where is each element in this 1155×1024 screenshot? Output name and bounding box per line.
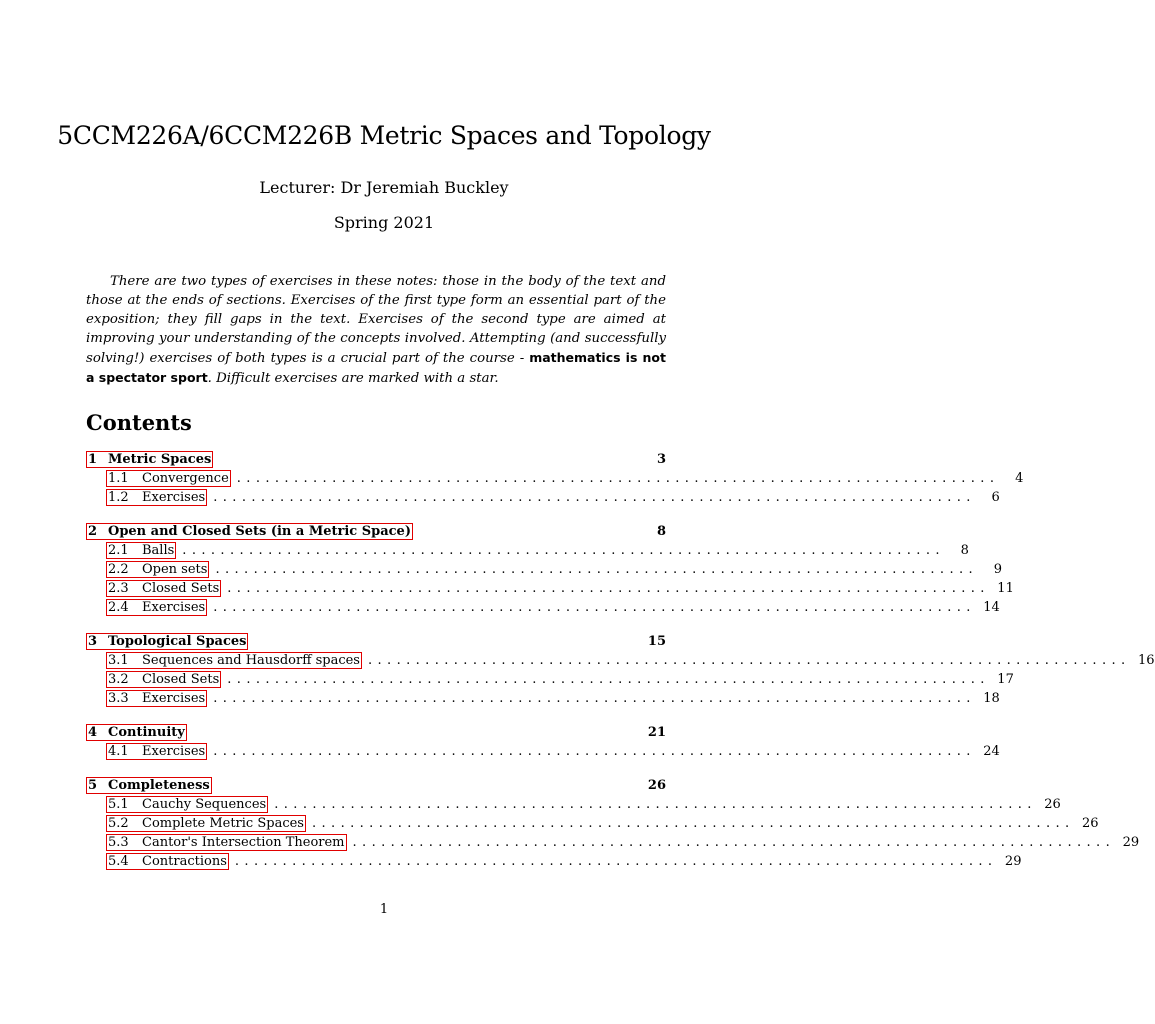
toc-subsection-title: Closed Sets — [142, 581, 220, 596]
toc-link-section-4[interactable] — [86, 724, 187, 741]
toc-subsection-number: 3.1 — [108, 653, 129, 668]
toc-link-5-3[interactable] — [106, 834, 347, 851]
toc-subsection-title: Exercises — [142, 744, 206, 759]
toc-subsection-title: Complete Metric Spaces — [142, 816, 304, 831]
toc-page-number: 18 — [983, 691, 1000, 706]
toc-link-section-1[interactable] — [86, 451, 213, 468]
toc-subsection-row — [86, 814, 1099, 833]
toc-subsection-title: Exercises — [142, 490, 206, 505]
toc-subsection-title: Contractions — [142, 854, 227, 869]
toc-subsection-title: Closed Sets — [142, 672, 220, 687]
toc-leader-dots: ................................................................................ — [213, 600, 976, 615]
toc-subsection-number: 5.1 — [108, 797, 129, 812]
toc-link-2-2[interactable] — [106, 561, 209, 578]
toc-section-row — [86, 522, 666, 541]
toc-subsection-number: 1.2 — [108, 490, 129, 505]
toc-link-2-3[interactable] — [106, 580, 221, 597]
toc-link-3-3[interactable] — [106, 690, 207, 707]
toc-subsection-row — [86, 689, 1000, 708]
toc-leader-dots: ................................................................................ — [227, 672, 990, 687]
toc-page-number: 26 — [1082, 816, 1099, 831]
toc-leader-dots: ................................................................................ — [182, 543, 945, 558]
toc-subsection-row — [86, 670, 1014, 689]
toc-subsection-row — [86, 469, 1024, 488]
toc-page-number: 29 — [1122, 835, 1140, 850]
toc-section-2 — [86, 522, 1014, 617]
toc-leader-dots: ................................................................................ — [213, 691, 976, 706]
toc-subsection-number: 3.2 — [108, 672, 129, 687]
toc-page-number: 21 — [647, 725, 666, 740]
lecturer-line: Lecturer: Dr Jeremiah Buckley — [259, 178, 509, 197]
toc-subsection-row — [86, 795, 1061, 814]
footer-page-number: 1 — [379, 902, 389, 917]
toc-section-title: Completeness — [108, 778, 210, 793]
toc-page-number: 15 — [647, 634, 666, 649]
toc-page-number: 26 — [647, 778, 666, 793]
toc-leader-dots: ................................................................................ — [213, 744, 976, 759]
document-title: 5CCM226A/6CCM226B Metric Spaces and Topology — [57, 121, 711, 150]
toc-section-number: 5 — [88, 778, 98, 793]
toc-leader-dots: ................................................................................ — [215, 562, 979, 577]
toc-link-section-2[interactable] — [86, 523, 413, 540]
toc-subsection-title: Cantor's Intersection Theorem — [142, 835, 345, 850]
toc-leader-dots: ................................................................................ — [227, 581, 990, 596]
toc-subsection-row — [86, 560, 1003, 579]
toc-section-number: 4 — [88, 725, 98, 740]
abstract-paragraph — [86, 272, 666, 388]
toc-subsection-title: Convergence — [142, 471, 229, 486]
toc-section-number: 3 — [88, 634, 98, 649]
toc-leader-dots: ................................................................................ — [311, 816, 1075, 831]
toc-link-5-1[interactable] — [106, 796, 268, 813]
toc-subsection-number: 5.2 — [108, 816, 129, 831]
toc-section-title: Metric Spaces — [108, 452, 212, 467]
toc-subsection-row — [86, 488, 1000, 507]
toc-subsection-row — [86, 852, 1022, 871]
toc-page-number: 16 — [1138, 653, 1155, 668]
toc-link-1-2[interactable] — [106, 489, 207, 506]
toc-link-5-4[interactable] — [106, 853, 229, 870]
toc-section-number: 2 — [88, 524, 98, 539]
toc-subsection-title: Exercises — [142, 691, 206, 706]
toc-section-number: 1 — [88, 452, 98, 467]
toc-subsection-row — [86, 651, 1155, 670]
toc-page-number: 9 — [993, 562, 1003, 577]
toc-subsection-row — [86, 579, 1014, 598]
toc-page-number: 26 — [1044, 797, 1061, 812]
abstract-text-1: There are two types of exercises in these notes: those in the body of the text and those at the ends of sections. Exercises of the first type form an essential part of the exposition; they fill gaps in the text. Exercises of the second type are aimed at improving your understanding of the concepts involved. Attempting (and successfully solving!) exercises of both types is a crucial part of the course - — [86, 274, 666, 366]
toc-link-3-2[interactable] — [106, 671, 221, 688]
toc-page-number: 8 — [656, 524, 666, 539]
toc-link-section-5[interactable] — [86, 777, 212, 794]
toc-link-section-3[interactable] — [86, 633, 248, 650]
toc-subsection-number: 4.1 — [108, 744, 129, 759]
toc-subsection-number: 5.3 — [108, 835, 129, 850]
toc-page-number: 3 — [656, 452, 666, 467]
toc-page-number: 29 — [1004, 854, 1022, 869]
abstract-text-2: . Difficult exercises are marked with a star. — [207, 371, 499, 386]
toc-subsection-number: 2.1 — [108, 543, 129, 558]
toc-leader-dots: ................................................................................ — [274, 797, 1037, 812]
toc-leader-dots: ................................................................................ — [213, 490, 976, 505]
toc-leader-dots: ................................................................................ — [234, 854, 998, 869]
toc-link-1-1[interactable] — [106, 470, 231, 487]
toc-link-3-1[interactable] — [106, 652, 362, 669]
toc-subsection-row — [86, 541, 969, 560]
toc-section-title: Continuity — [108, 725, 185, 740]
toc-leader-dots: ................................................................................ — [352, 835, 1116, 850]
toc-link-2-1[interactable] — [106, 542, 176, 559]
toc-subsection-title: Balls — [142, 543, 175, 558]
toc-section-title: Open and Closed Sets (in a Metric Space) — [108, 524, 411, 539]
toc-subsection-row — [86, 742, 1000, 761]
table-of-contents — [86, 450, 1155, 886]
toc-section-row — [86, 450, 666, 469]
date-line: Spring 2021 — [333, 213, 435, 232]
toc-section-4 — [86, 723, 1000, 761]
toc-subsection-number: 2.3 — [108, 581, 129, 596]
toc-link-5-2[interactable] — [106, 815, 306, 832]
toc-section-row — [86, 776, 666, 795]
toc-page-number: 8 — [960, 543, 969, 558]
toc-page-number: 17 — [997, 672, 1014, 687]
toc-subsection-row — [86, 598, 1000, 617]
toc-subsection-title: Open sets — [142, 562, 208, 577]
toc-subsection-number: 5.4 — [108, 854, 129, 869]
toc-page-number: 4 — [1015, 471, 1024, 486]
toc-section-1 — [86, 450, 1024, 507]
toc-page-number: 24 — [983, 744, 1000, 759]
toc-subsection-title: Sequences and Hausdorff spaces — [142, 653, 360, 668]
toc-leader-dots: ................................................................................ — [236, 471, 1000, 486]
toc-subsection-title: Exercises — [142, 600, 206, 615]
toc-subsection-number: 2.2 — [108, 562, 129, 577]
toc-subsection-row — [86, 833, 1140, 852]
toc-link-4-1[interactable] — [106, 743, 207, 760]
toc-section-title: Topological Spaces — [108, 634, 247, 649]
toc-subsection-number: 1.1 — [108, 471, 129, 486]
toc-section-row — [86, 723, 666, 742]
toc-page-number: 14 — [983, 600, 1000, 615]
toc-subsection-title: Cauchy Sequences — [142, 797, 267, 812]
toc-subsection-number: 2.4 — [108, 600, 129, 615]
toc-section-3 — [86, 632, 1155, 708]
toc-page-number: 11 — [997, 581, 1014, 596]
toc-subsection-number: 3.3 — [108, 691, 129, 706]
abstract-bold-phrase: mathematics is not a spectator sport — [86, 350, 666, 385]
toc-section-row — [86, 632, 666, 651]
toc-page-number: 6 — [991, 490, 1000, 505]
contents-heading: Contents — [86, 410, 192, 435]
toc-section-5 — [86, 776, 1140, 871]
toc-leader-dots: ................................................................................ — [367, 653, 1131, 668]
toc-link-2-4[interactable] — [106, 599, 207, 616]
